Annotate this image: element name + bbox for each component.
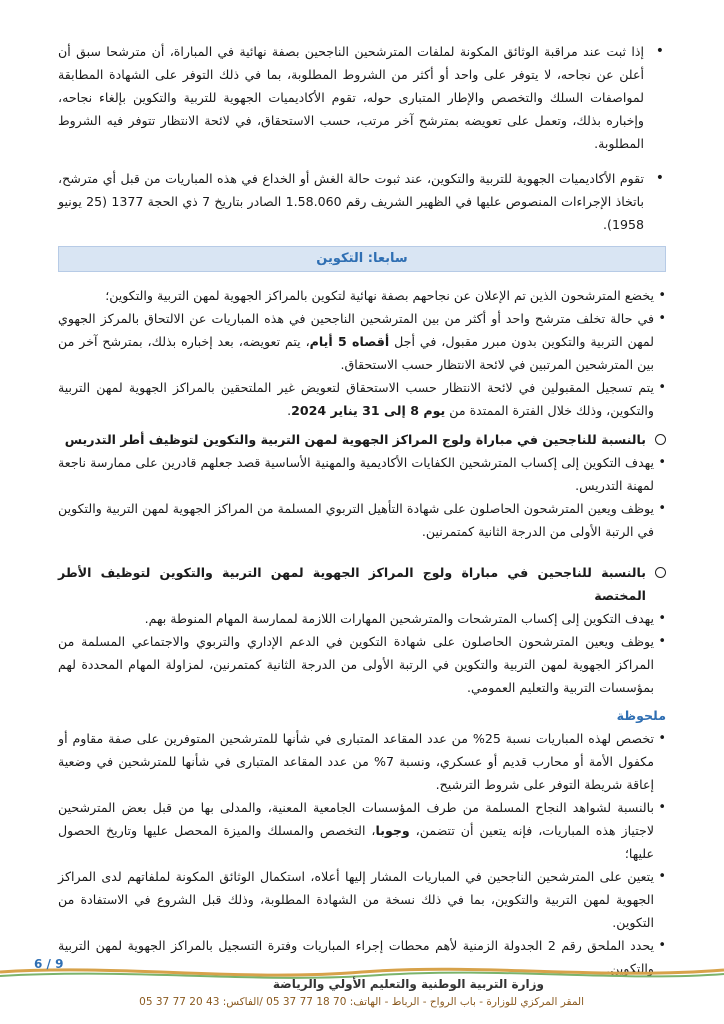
- circle-bullet-icon: [655, 434, 666, 445]
- ministry-name: وزارة التربية الوطنية والتعليم الأولي والرياضة: [272, 977, 544, 991]
- bullet-icon: •: [658, 455, 666, 470]
- bullet-text: يوظف ويعين المترشحون الحاصلون على شهادة التكوين في الدعم الإداري والتربوي والاجتماعي المسلمة من المراكز الجهوية لمهن التربية والتكوين في الرتبة الأولى من الدرجة الثانية كمتمرنين، لمزاولة المهام المحددة لهم بمؤسسات التربية والتعليم العمومي.: [58, 634, 654, 695]
- note-bullet-list: [58, 727, 666, 980]
- date-emphasis: يوم 8 إلى 31 يناير 2024: [291, 403, 446, 418]
- bullet-text: إذا ثبت عند مراقبة الوثائق المكونة لملفات المترشحين الناجحين بصفة نهائية في المباراة، أن مترشحا سبق أن أعلن عن نجاحه، لا يتوفر على واحد أو أكثر من الشروط المطلوبة، بما في ذلك التوفر على الشهادة المطابقة لمواصفات السلك والتخصص والإطار المتبارى حوله، تقوم الأكاديميات الجهوية للتربية والتكوين بإلغاء نجاحه، وإخباره بذلك، وتعمل على تعويضه بمترشح آخر مرتب، حسب الاستحقاق، في لائحة الانتظار تتوفر فيه الشروط المطلوبة.: [58, 44, 644, 151]
- list-item: [58, 630, 666, 699]
- training-bullet-list: [58, 284, 666, 422]
- bullet-icon: •: [658, 611, 666, 626]
- deadline-emphasis: أقصاه 5 أيام: [309, 334, 390, 349]
- list-item: [58, 607, 666, 630]
- bullet-text: بالنسبة لشواهد النجاح المسلمة من طرف المؤسسات الجامعية المعنية، والمدلى بها من قبل بعض المترشحين لاجتياز هذه المباريات، فإنه يتعين أن تتضمن،: [58, 800, 654, 838]
- specialized-bullet-list: [58, 607, 666, 699]
- list-item: [58, 284, 666, 307]
- list-item: [58, 307, 666, 376]
- section-title: سابعا: التكوين: [58, 246, 666, 272]
- bullet-text: يخضع المترشحون الذين تم الإعلان عن نجاحهم بصفة نهائية لتكوين بالمراكز الجهوية لمهن التربية والتكوين؛: [105, 288, 654, 303]
- list-item: [58, 727, 666, 796]
- bullet-text: يهدف التكوين إلى إكساب المترشحات والمترشحين المهارات اللازمة لممارسة المهام المنوطة بهم.: [144, 611, 654, 626]
- mandatory-emphasis: وجوبا: [375, 823, 410, 838]
- spacer: [58, 155, 666, 167]
- bullet-icon: •: [658, 800, 666, 815]
- page-number: 6 / 9: [34, 957, 64, 971]
- subsection-heading-text: بالنسبة للناجحين في مباراة ولوج المراكز الجهوية لمهن التربية والتكوين لتوظيف الأطر المختصة: [58, 565, 646, 603]
- circle-bullet-icon: [655, 567, 666, 578]
- subsection-heading-teaching: [58, 428, 666, 451]
- bullet-text: تقوم الأكاديميات الجهوية للتربية والتكوين، عند ثبوت حالة الغش أو الخداع في هذه المباريات من قبل أي مترشح، باتخاذ الإجراءات المنصوص عليها في الظهير الشريف رقم 1.58.060 الصادر بتاريخ 7 ذي الحجة 1377 (25 يونيو 1958).: [58, 171, 645, 232]
- list-item: [58, 451, 666, 497]
- bullet-icon: •: [658, 731, 666, 746]
- bullet-text: يتم تسجيل المقبولين في لائحة الانتظار حسب الاستحقاق لتعويض غير الملتحقين بالمراكز الجهوية لمهن التربية والتكوين، وذلك خلال الفترة الممتدة من: [58, 380, 654, 418]
- bullet-text-end: ، يتم تعويضه، بعد إخباره بذلك، بمترشح آخر من بين المترشحين المرتبين في لائحة الانتظار حسب الاستحقاق.: [58, 334, 654, 372]
- bullet-text: تخصص لهذه المباريات نسبة 25% من عدد المقاعد المتبارى في شأنها للمترشحين المتوفرين على صفة مقاوم أو مكفول الأمة أو محارب قديم أو عسكري، ونسبة 7% من عدد المقاعد المتبارى في شأنها للمترشحين في وضعية إعاقة شريطة التوفر على شروط الترشيح.: [58, 731, 654, 792]
- bullet-text: يوظف ويعين المترشحون الحاصلون على شهادة التأهيل التربوي المسلمة من المراكز الجهوية لمهن التربية والتكوين في الرتبة الأولى من الدرجة الثانية كمتمرنين.: [58, 501, 654, 539]
- bullet-icon: •: [655, 170, 664, 186]
- spacer: [58, 543, 666, 555]
- list-item: [58, 796, 666, 865]
- page-content: [58, 40, 666, 980]
- bullet-text-end: .: [287, 403, 292, 418]
- bullet-text: يتعين على المترشحين الناجحين في المباريات المشار إليها أعلاه، استكمال الوثائق المكونة لملفاتهم لدى المراكز الجهوية لمهن التربية والتكوين، بما في ذلك نسخة من الشهادة المطلوبة، وذلك قبل الشروع في الاستفادة من التكوين.: [58, 869, 654, 930]
- list-item: [58, 376, 666, 422]
- ministry-address: المقر المركزي للوزارة - باب الرواح - الرباط - الهاتف: 70 18 77 37 05 /الفاكس: 43 20 77 37 05: [139, 996, 584, 1008]
- bullet-icon: •: [658, 380, 666, 395]
- bullet-text: يحدد الملحق رقم 2 الجدولة الزمنية لأهم محطات إجراء المباريات وفترة التسجيل بالمراكز الجهوية لمهن التربية والتكوين.: [58, 938, 654, 976]
- teaching-bullet-list: [58, 451, 666, 543]
- top-bullet-list: [58, 40, 666, 236]
- subsection-heading-specialized: [58, 561, 666, 607]
- bullet-text-end: ، التخصص والمسلك والميزة المحصل عليها وتاريخ الحصول عليها؛: [58, 823, 654, 861]
- subsection-heading-text: بالنسبة للناجحين في مباراة ولوج المراكز الجهوية لمهن التربية والتكوين لتوظيف أطر التدريس: [64, 432, 646, 447]
- bullet-icon: •: [655, 43, 664, 59]
- note-heading: ملحوظة: [616, 708, 666, 723]
- bullet-icon: •: [658, 501, 666, 516]
- list-item: [58, 40, 666, 155]
- bullet-icon: •: [658, 938, 666, 953]
- bullet-text: في حالة تخلف مترشح واحد أو أكثر من بين المترشحين الناجحين في هذه المباريات عن الالتحاق بالمركز الجهوي لمهن التربية والتكوين بدون مبرر مقبول، في أجل: [58, 311, 655, 349]
- bullet-icon: •: [658, 311, 666, 326]
- list-item: [58, 865, 666, 934]
- bullet-text: يهدف التكوين إلى إكساب المترشحين الكفايات الأكاديمية والمهنية الأساسية قصد جعلهم قادرين على ممارسة ناجعة لمهنة التدريس.: [58, 455, 654, 493]
- list-item: [58, 167, 666, 236]
- bullet-icon: •: [658, 869, 666, 884]
- bullet-icon: •: [658, 634, 666, 649]
- bullet-icon: •: [658, 288, 666, 303]
- list-item: [58, 497, 666, 543]
